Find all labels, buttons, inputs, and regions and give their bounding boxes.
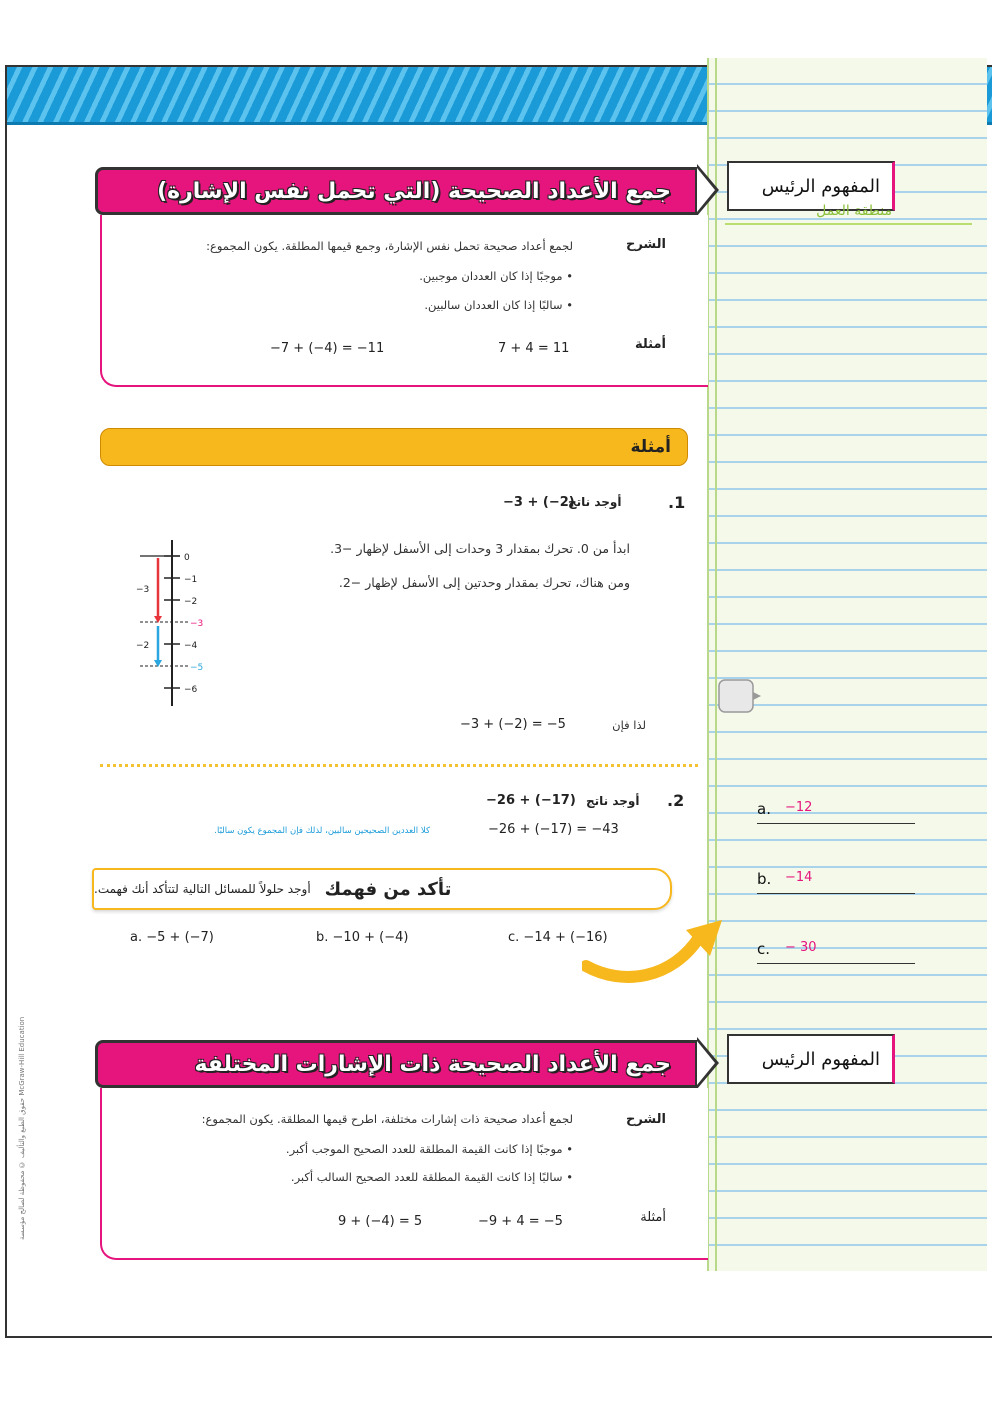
ex1-result: −3 + (−2) = −5	[460, 717, 566, 732]
chevron-inner-icon	[697, 168, 715, 212]
ex1-number: 1.	[668, 493, 686, 512]
side-credit: حقوق الطبع والتأليف © محفوظة لصالح مؤسسة McGraw-Hill Education	[18, 1016, 26, 1240]
tick-label: −4	[184, 641, 198, 651]
answer-value: −14	[785, 870, 813, 885]
example-b: 9 + (−4) = 5	[338, 1214, 423, 1229]
problem-a: a. −5 + (−7)	[130, 930, 214, 945]
bullet-item: • موجبًا إذا كان العددان موجبين.	[419, 269, 573, 283]
explanation-text: لجمع أعداد صحيحة تحمل نفس الإشارة، وجمع قيمها المطلقة. يكون المجموع:	[206, 239, 573, 253]
example-negative: −7 + (−4) = −11	[270, 341, 385, 356]
explanation-text: لجمع أعداد صحيحة ذات إشارات مختلفة، اطرح قيمها المطلقة. يكون المجموع:	[201, 1112, 573, 1126]
ex2-prompt: أوجد ناتج	[586, 794, 640, 808]
curved-arrow-icon	[582, 914, 732, 990]
concept2-box	[100, 1088, 708, 1260]
check-instruction: أوجد حلولاً للمسائل التالية لتتأكد أنك فهمت.	[94, 882, 311, 896]
move2-label: −2	[136, 641, 150, 651]
concept2-title: جمع الأعداد الصحيحة ذات الإشارات المختلفة	[194, 1051, 671, 1077]
problem-b: b. −10 + (−4)	[316, 930, 409, 945]
tick-label: −6	[184, 685, 198, 695]
ex2-expression: −26 + (−17)	[486, 793, 576, 808]
key-concept-tag	[727, 1034, 895, 1084]
answer-b[interactable]	[757, 870, 915, 894]
bullet-item: • سالبًا إذا كانت القيمة المطلقة للعدد الصحيح السالب أكبر.	[290, 1170, 573, 1184]
answer-letter: c.	[757, 940, 771, 958]
bullet-item: • موجبًا إذا كانت القيمة المطلقة للعدد الصحيح الموجب أكبر.	[285, 1142, 573, 1156]
bullet-item: • سالبًا إذا كان العددان سالبين.	[424, 298, 573, 312]
explanation-label: الشرح	[625, 237, 666, 252]
key-concept-label: المفهوم الرئيس	[761, 1048, 880, 1070]
explanation-label: الشرح	[625, 1112, 666, 1127]
tick-label: 0	[184, 553, 190, 563]
ex2-solution: −26 + (−17) = −43	[488, 822, 619, 837]
workspace-label: منطقة العمل	[725, 203, 972, 225]
chevron-inner-icon	[697, 1041, 715, 1085]
tick-label: −1	[184, 575, 198, 585]
key-concept-label: المفهوم الرئيس	[761, 175, 880, 197]
examples-bar	[100, 428, 688, 466]
check-title: تأكد من فهمك	[324, 878, 452, 900]
example-positive: 7 + 4 = 11	[498, 341, 570, 356]
dotted-separator	[100, 764, 698, 767]
concept1-title: جمع الأعداد الصحيحة (التي تحمل نفس الإشارة)	[157, 178, 671, 204]
ex1-step2: ومن هناك، تحرك بمقدار وحدتين إلى الأسفل لإظهار −2.	[338, 575, 630, 590]
hint-icon	[717, 678, 761, 714]
ex2-note: كلا العددين الصحيحين سالبين، لذلك فإن المجموع يكون سالبًا.	[214, 826, 430, 836]
answer-letter: b.	[757, 870, 772, 888]
notebook-margin	[715, 58, 717, 1271]
notebook-column	[707, 58, 987, 1271]
answer-value: −12	[785, 800, 813, 815]
problem-c: c. −14 + (−16)	[508, 930, 608, 945]
examples-title: أمثلة	[630, 437, 671, 457]
ex1-result-prefix: لذا فإن	[612, 718, 646, 732]
examples-label: أمثلة	[634, 337, 666, 352]
examples-label: أمثلة	[640, 1210, 666, 1225]
arrow-body	[586, 936, 700, 977]
ex1-step1: ابدأ من 0. تحرك بمقدار 3 وحدات إلى الأسفل لإظهار −3.	[330, 541, 630, 556]
move1-label: −3	[136, 585, 150, 595]
concept1-box	[100, 215, 708, 387]
ex2-number: 2.	[667, 791, 685, 810]
concept2-header	[95, 1040, 698, 1088]
answer-value: − 30	[785, 940, 817, 955]
tick-label: −5	[190, 663, 204, 673]
example-a: −9 + 4 = −5	[478, 1214, 563, 1229]
ex1-expression: −3 + (−2)	[503, 495, 575, 510]
answer-letter: a.	[757, 800, 771, 818]
tick-label: −3	[190, 619, 204, 629]
ex1-prompt: أوجد ناتج	[568, 495, 622, 509]
number-line	[128, 538, 208, 708]
answer-c[interactable]	[757, 940, 915, 964]
concept1-header	[95, 167, 698, 215]
answer-a[interactable]	[757, 800, 915, 824]
check-understanding-bar	[92, 868, 672, 910]
tick-label: −2	[184, 597, 198, 607]
